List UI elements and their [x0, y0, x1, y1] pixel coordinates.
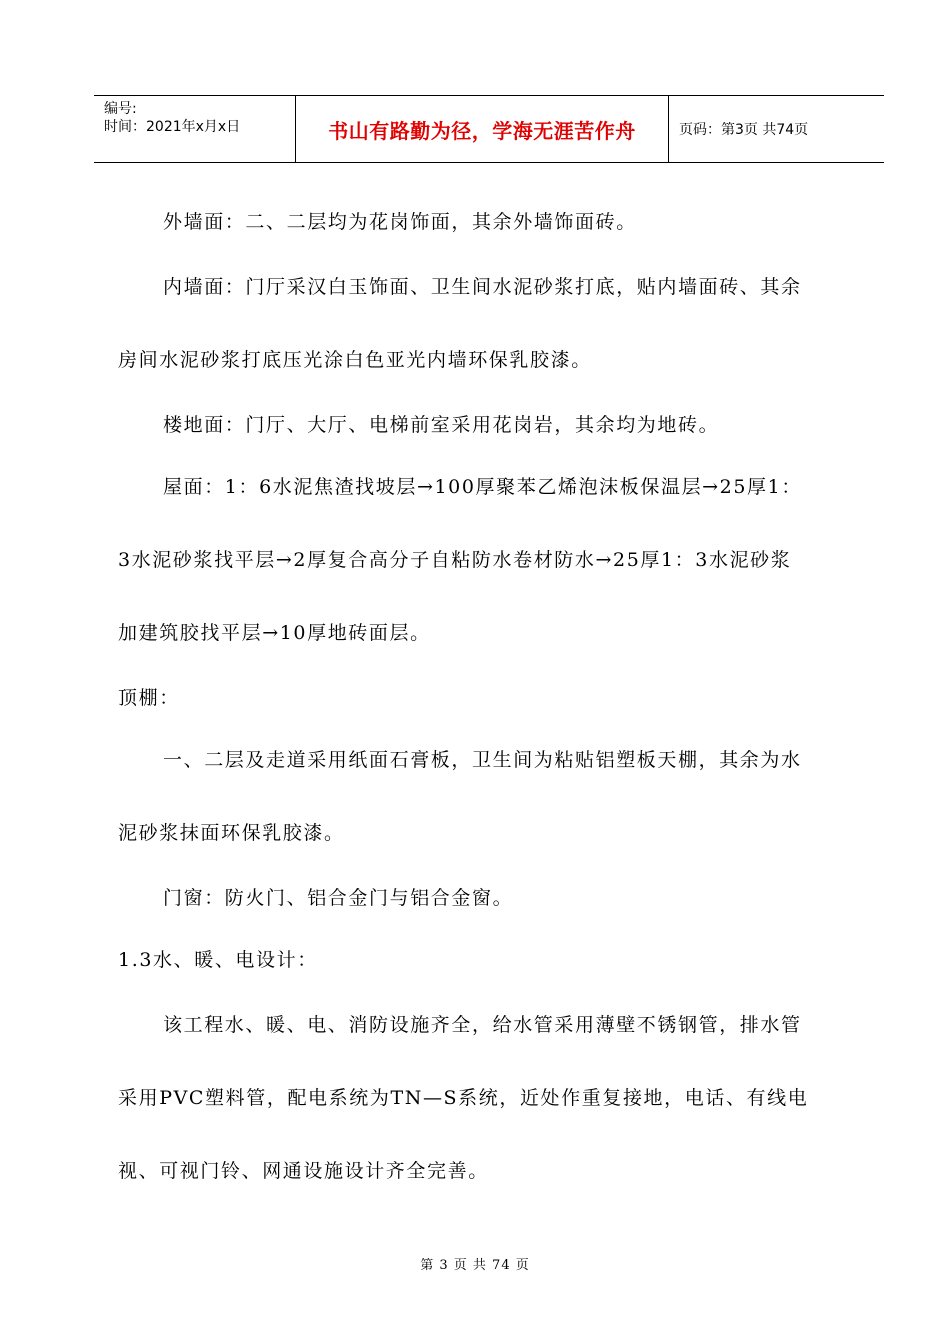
- paragraph-mep-cont-1: 采用PVC塑料管，配电系统为TN—S系统，近处作重复接地，电话、有线电: [118, 1087, 809, 1109]
- page-footer: 第 3 页 共 74 页: [420, 1258, 530, 1273]
- paragraph-ceiling-heading: 顶棚：: [118, 687, 180, 709]
- paragraph-roof-cont-2: 加建筑胶找平层→10厚地砖面层。: [118, 622, 431, 644]
- section-heading-mep: 1.3水、暖、电设计：: [118, 949, 318, 971]
- paragraph-mep-cont-2: 视、可视门铃、网通设施设计齐全完善。: [118, 1160, 489, 1182]
- document-number-label: 编号:: [104, 101, 137, 117]
- paragraph-exterior-wall: 外墙面：二、二层均为花岗饰面，其余外墙饰面砖。: [163, 211, 637, 233]
- paragraph-roof-cont-1: 3水泥砂浆找平层→2厚复合高分子自粘防水卷材防水→25厚1：3水泥砂浆: [118, 549, 792, 571]
- header-info-cell: [94, 96, 296, 162]
- paragraph-ceiling-cont: 泥砂浆抹面环保乳胶漆。: [118, 822, 345, 844]
- header-motto: 书山有路勤为径，学海无涯苦作舟: [296, 96, 669, 162]
- page-header: [94, 95, 884, 163]
- paragraph-ceiling: 一、二层及走道采用纸面石膏板，卫生间为粘贴铝塑板天棚，其余为水: [163, 749, 802, 771]
- paragraph-roof: 屋面：1：6水泥焦渣找坡层→100厚聚苯乙烯泡沫板保温层→25厚1：: [163, 476, 802, 498]
- paragraph-doors-windows: 门窗：防火门、铝合金门与铝合金窗。: [163, 887, 514, 909]
- document-time-label: 时间：2021年x月x日: [104, 119, 241, 135]
- paragraph-floor: 楼地面：门厅、大厅、电梯前室采用花岗岩，其余均为地砖。: [163, 414, 720, 436]
- paragraph-mep: 该工程水、暖、电、消防设施齐全，给水管采用薄壁不锈钢管，排水管: [163, 1014, 802, 1036]
- paragraph-interior-wall-cont: 房间水泥砂浆打底压光涂白色亚光内墙环保乳胶漆。: [118, 349, 592, 371]
- header-page-number: 页码：第3页 共74页: [679, 122, 809, 138]
- paragraph-interior-wall: 内墙面：门厅采汉白玉饰面、卫生间水泥砂浆打底，贴内墙面砖、其余: [163, 276, 802, 298]
